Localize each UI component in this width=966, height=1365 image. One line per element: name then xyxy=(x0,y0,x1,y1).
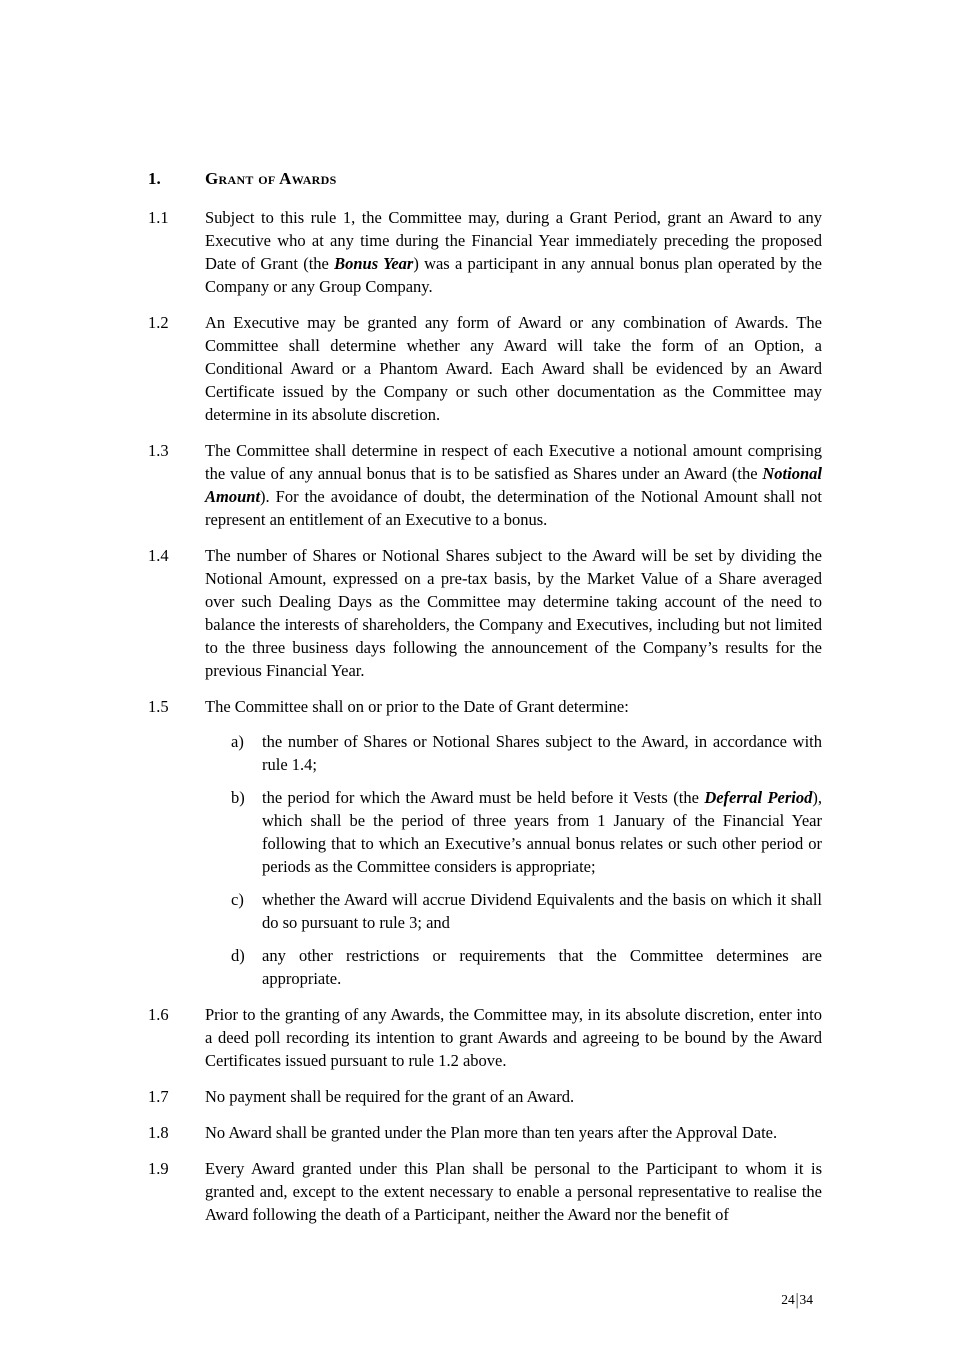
clause-number: 1.6 xyxy=(148,1005,169,1024)
subclause-b xyxy=(231,786,822,878)
page-number-current: 24 xyxy=(781,1292,795,1307)
clause-text-segment: ), which shall be the period of three years from 1 January of the Financial Year following that to which an Executive’s annual bonus relates or such other period or periods as the Committee considers is appropriate; xyxy=(262,788,822,876)
section-number: 1. xyxy=(148,169,161,188)
clause-number: 1.1 xyxy=(148,208,169,227)
clause-text-segment: The Committee shall on or prior to the Date of Grant determine: xyxy=(205,697,629,716)
clause-intro xyxy=(205,695,822,718)
subclause-text xyxy=(262,888,822,934)
subclause-a xyxy=(231,730,822,776)
clause-text xyxy=(205,1085,822,1108)
page-number-separator: | xyxy=(795,1290,799,1309)
clause-text-segment: any other restrictions or requirements that the Committee determines are appropriate. xyxy=(262,946,822,988)
clause-number: 1.7 xyxy=(148,1087,169,1106)
clause-number: 1.5 xyxy=(148,697,169,716)
clause-text-segment: Subject to this rule 1, the Committee may, during a Grant Period, grant an Award to any Executive who at any time during the Financial Year immediately preceding the proposed Date of Grant (the xyxy=(205,208,822,273)
clause-text-segment: ). For the avoidance of doubt, the determination of the Notional Amount shall not represent an entitlement of an Executive to a bonus. xyxy=(205,487,822,529)
clause-text-segment: An Executive may be granted any form of Award or any combination of Awards. The Committee shall determine whether any Award will take the form of an Option, a Conditional Award or a Phantom Award. Each Award shall be evidenced by an Award Certificate issued by the Company or such other documentation as the Committee may determine in its absolute discretion. xyxy=(205,313,822,424)
subclause-label: d) xyxy=(231,946,245,965)
section-heading xyxy=(148,167,822,190)
subclause-label: a) xyxy=(231,732,244,751)
page-number-total: 34 xyxy=(799,1292,813,1307)
clause-1-5 xyxy=(148,695,822,990)
clause-1-1 xyxy=(148,206,822,298)
clause-number: 1.9 xyxy=(148,1159,169,1178)
defined-term-notional-amount: Notional Amount xyxy=(205,464,822,506)
defined-term-deferral-period: Deferral Period xyxy=(704,788,813,807)
clause-1-2 xyxy=(148,311,822,426)
clause-text xyxy=(205,439,822,531)
defined-term-bonus-year: Bonus Year xyxy=(334,254,414,273)
clause-text-segment: The number of Shares or Notional Shares subject to the Award will be set by dividing the Notional Amount, expressed on a pre-tax basis, by the Market Value of a Share averaged over such Dealing Days as the Committee may determine taking account of the need to balance the interests of shareholders, the Company and Executives, including but not limited to the three business days following the announcement of the Company’s results for the previous Financial Year. xyxy=(205,546,822,680)
subclause-d xyxy=(231,944,822,990)
clause-1-3 xyxy=(148,439,822,531)
clause-text xyxy=(205,695,822,990)
page-footer xyxy=(781,1290,813,1309)
clause-number: 1.3 xyxy=(148,441,169,460)
clause-text xyxy=(205,544,822,682)
document-body xyxy=(148,167,822,1239)
clause-number: 1.4 xyxy=(148,546,169,565)
subclause-label: c) xyxy=(231,890,244,909)
clause-text-segment: the period for which the Award must be held before it Vests (the xyxy=(262,788,705,807)
clause-1-6 xyxy=(148,1003,822,1072)
clause-text-segment: ) was a participant in any annual bonus plan operated by the Company or any Group Company. xyxy=(205,254,822,296)
clause-number: 1.8 xyxy=(148,1123,169,1142)
subclause-text xyxy=(262,730,822,776)
subclause-text xyxy=(262,944,822,990)
clause-text-segment: The Committee shall determine in respect of each Executive a notional amount comprising the value of any annual bonus that is to be satisfied as Shares under an Award (the xyxy=(205,441,822,483)
subclause-text xyxy=(262,786,822,878)
subclause-list xyxy=(231,730,822,990)
clause-text xyxy=(205,1121,822,1144)
clause-1-8 xyxy=(148,1121,822,1144)
clause-1-4 xyxy=(148,544,822,682)
subclause-label: b) xyxy=(231,788,245,807)
clause-text-segment: Every Award granted under this Plan shall be personal to the Participant to whom it is granted and, except to the extent necessary to enable a personal representative to realise the Award following the death of a Participant, neither the Award nor the benefit of xyxy=(205,1159,822,1224)
clause-text-segment: whether the Award will accrue Dividend Equivalents and the basis on which it shall do so pursuant to rule 3; and xyxy=(262,890,822,932)
clause-1-9 xyxy=(148,1157,822,1226)
clause-text-segment: No Award shall be granted under the Plan more than ten years after the Approval Date. xyxy=(205,1123,778,1142)
clause-text-segment: Prior to the granting of any Awards, the Committee may, in its absolute discretion, enter into a deed poll recording its intention to grant Awards and agreeing to be bound by the Award Certificates issued pursuant to rule 1.2 above. xyxy=(205,1005,822,1070)
clause-text-segment: the number of Shares or Notional Shares subject to the Award, in accordance with rule 1.4; xyxy=(262,732,822,774)
clause-number: 1.2 xyxy=(148,313,169,332)
clause-text xyxy=(205,206,822,298)
clause-text xyxy=(205,1003,822,1072)
clause-text xyxy=(205,1157,822,1226)
subclause-c xyxy=(231,888,822,934)
clause-text xyxy=(205,311,822,426)
clause-text-segment: No payment shall be required for the grant of an Award. xyxy=(205,1087,575,1106)
clause-1-7 xyxy=(148,1085,822,1108)
section-title: Grant of Awards xyxy=(205,169,337,188)
